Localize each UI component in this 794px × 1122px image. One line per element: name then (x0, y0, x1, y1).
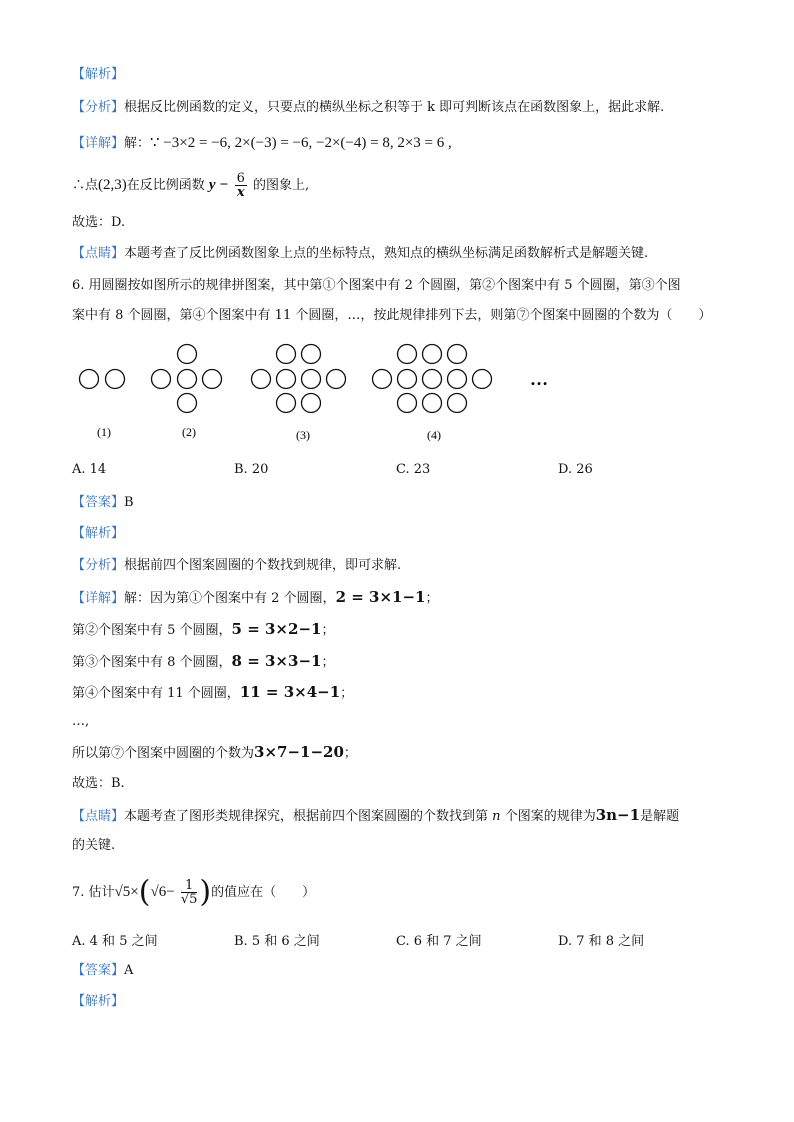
q6-detail-line1: 【详解】解：因为第①个图案中有 2 个圆圈，2 = 3×1−1； (72, 588, 439, 606)
q6-option-a: A. 14 (72, 462, 107, 477)
q6-option-b: B. 20 (234, 462, 269, 477)
q7-option-b: B. 5 和 6 之间 (234, 934, 320, 949)
q6-option-c: C. 23 (396, 462, 431, 477)
q5-comment: 【点睛】本题考查了反比例函数图象上点的坐标特点，熟知点的横纵坐标满足函数解析式是解题关键. (72, 246, 649, 261)
q7-answer: 【答案】A (72, 963, 134, 978)
q6-detail-line2: 第②个图案中有 5 个圆圈，5 = 3×2−1； (72, 620, 335, 638)
q6-detail-line6: 所以第⑦个图案中圆圈的个数为3×7−1−20； (72, 743, 357, 761)
figure-label-4: (4) (427, 428, 441, 442)
q7-option-a: A. 4 和 5 之间 (72, 934, 158, 949)
q5-choose: 故选：D. (72, 215, 126, 230)
q6-comment-line2: 的关键. (72, 838, 116, 853)
q6-choose: 故选：B. (72, 776, 125, 791)
q5-conclusion-line: ∴点(2,3)在反比例函数 y − $\frac{6}{x}$ 的图象上, (72, 171, 310, 200)
figure-label-1: (1) (97, 425, 111, 439)
q6-detail-line4: 第④个图案中有 11 个圆圈，11 = 3×4−1； (72, 683, 354, 701)
q6-comment-line1: 【点睛】本题考查了图形类规律探究，根据前四个图案圆圈的个数找到第 n 个图案的规律为3n−1是解题 (72, 806, 680, 824)
q6-detail-line3: 第③个图案中有 8 个圆圈，8 = 3×3−1； (72, 652, 335, 670)
q6-option-d: D. 26 (558, 462, 593, 477)
q5-analysis-line: 【分析】根据反比例函数的定义，只要点的横纵坐标之积等于 k 即可判断该点在函数图象上，据此求解. (72, 100, 665, 115)
q6-stem-line2: 案中有 8 个圆圈，第④个图案中有 11 个圆圈，…，按此规律排列下去，则第⑦个图案中圆圈的个数为（ ） (72, 308, 712, 323)
q6-analysis-line: 【分析】根据前四个图案圆圈的个数找到规律，即可求解. (72, 558, 402, 573)
q6-figure (70, 335, 570, 450)
figure-label-3: (3) (296, 428, 310, 442)
q7-option-c: C. 6 和 7 之间 (396, 934, 482, 949)
figure-ellipsis: … (530, 369, 548, 389)
analysis-tag-1: 【解析】 (72, 67, 125, 82)
figure-label-2: (2) (182, 425, 196, 439)
q7-stem: 7. 估计√5×(√6− $\frac{1}{√5}$ )的值应在（ ） (72, 874, 316, 910)
analysis-tag-2: 【解析】 (72, 526, 125, 541)
fraction-6-over-x: $\frac{6}{x}$ (236, 171, 245, 200)
fraction-1-over-sqrt5: $\frac{1}{√5}$ (180, 878, 198, 907)
q5-detail-line: 【详解】解：∵ −3×2 = −6, 2×(−3) = −6, −2×(−4) = 8, 2×3 = 6 , (72, 135, 452, 151)
q6-stem-line1: 6. 用圆圈按如图所示的规律拼图案，其中第①个图案中有 2 个圆圈，第②个图案中有 5 个圆圈，第③个图 (72, 278, 681, 293)
q6-answer: 【答案】B (72, 495, 134, 510)
q6-detail-dots: …, (72, 714, 90, 729)
analysis-tag-3: 【解析】 (72, 994, 125, 1009)
q7-option-d: D. 7 和 8 之间 (558, 934, 645, 949)
